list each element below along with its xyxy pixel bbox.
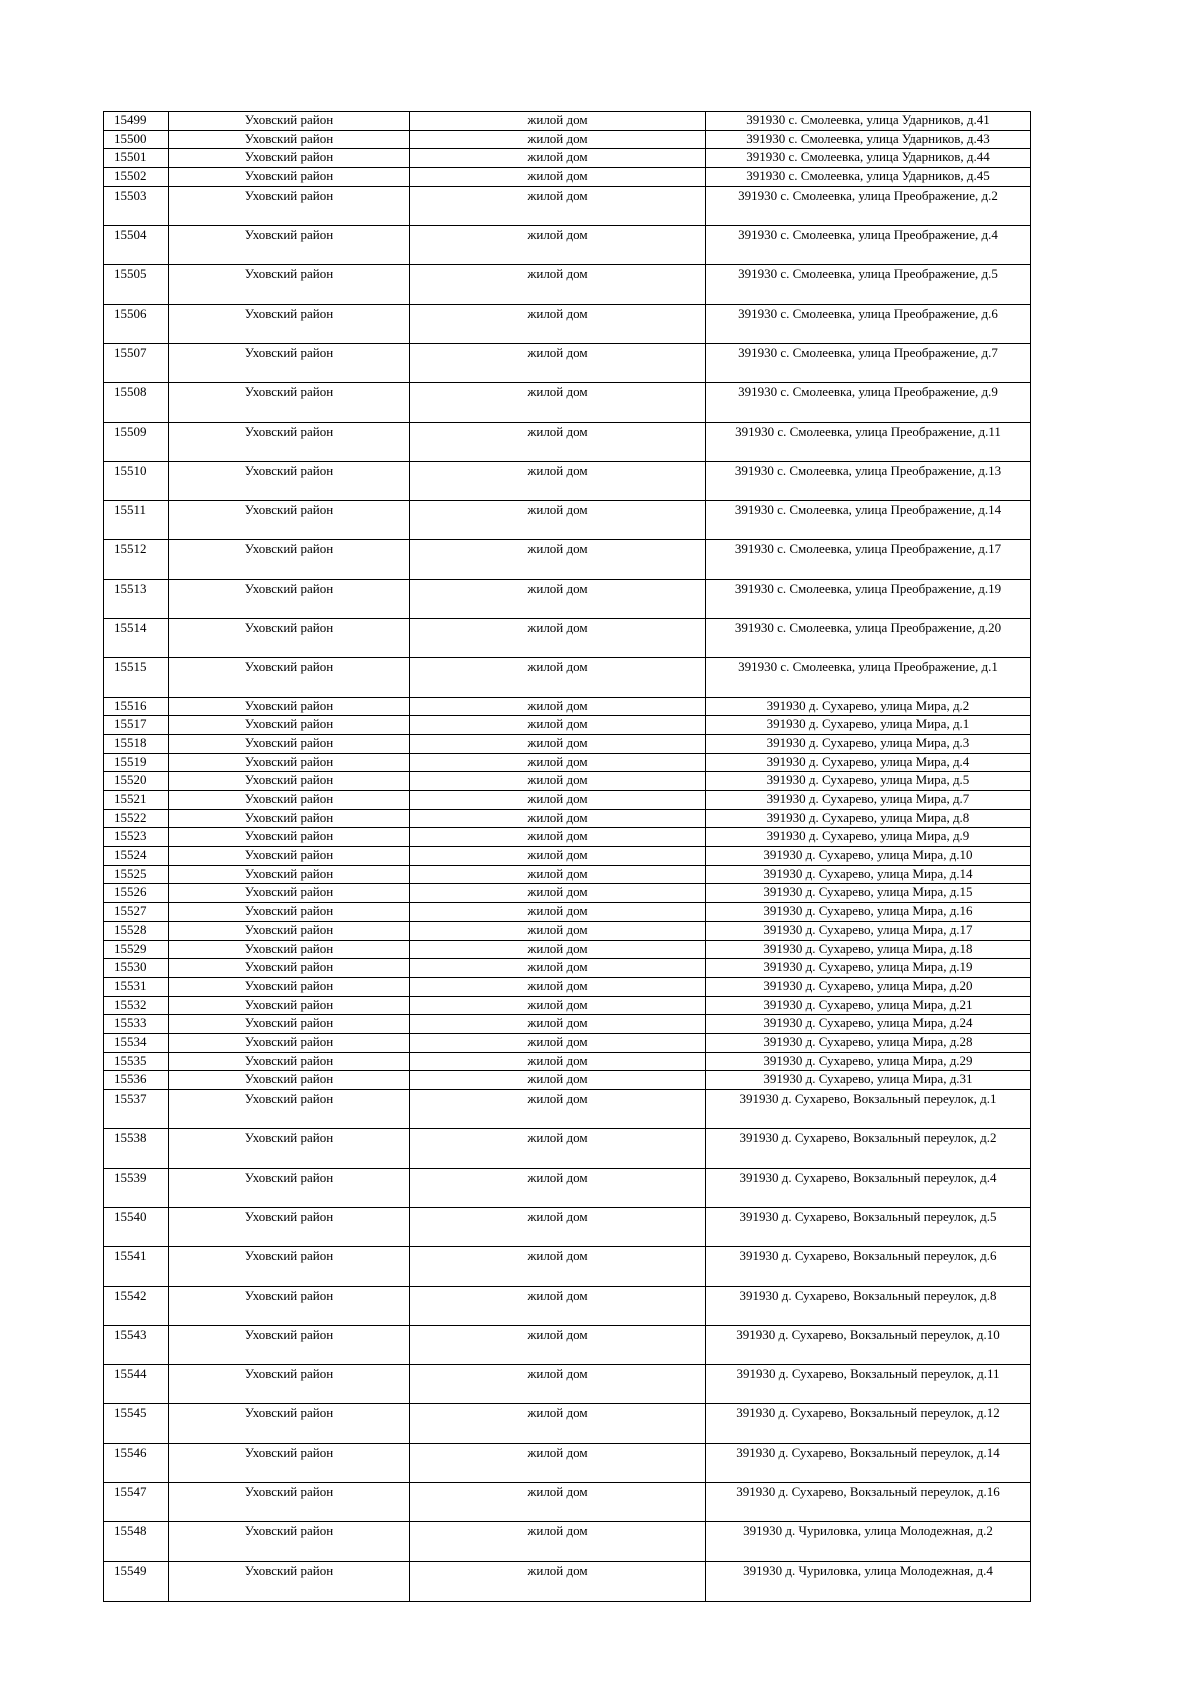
table-row — [104, 658, 1031, 697]
address-cell: 391930 с. Смолеевка, улица Преображение, д.4 — [706, 226, 1031, 265]
row-number-cell: 15511 — [104, 501, 169, 540]
building-type-cell: жилой дом — [410, 422, 706, 461]
district-cell: Уховский район — [169, 186, 410, 225]
address-cell: 391930 с. Смолеевка, улица Преображение, д.11 — [706, 422, 1031, 461]
table-row — [104, 149, 1031, 168]
district-cell: Уховский район — [169, 226, 410, 265]
district-cell: Уховский район — [169, 1325, 410, 1364]
address-cell: 391930 д. Сухарево, Вокзальный переулок, д.4 — [706, 1168, 1031, 1207]
building-type-cell: жилой дом — [410, 1365, 706, 1404]
table-row — [104, 921, 1031, 940]
address-cell: 391930 д. Сухарево, улица Мира, д.7 — [706, 791, 1031, 810]
building-type-cell: жилой дом — [410, 265, 706, 304]
building-type-cell: жилой дом — [410, 959, 706, 978]
district-cell: Уховский район — [169, 847, 410, 866]
table-row — [104, 753, 1031, 772]
table-row — [104, 996, 1031, 1015]
row-number-cell: 15524 — [104, 847, 169, 866]
district-cell: Уховский район — [169, 1404, 410, 1443]
building-type-cell: жилой дом — [410, 772, 706, 791]
row-number-cell: 15523 — [104, 828, 169, 847]
row-number-cell: 15545 — [104, 1404, 169, 1443]
row-number-cell: 15532 — [104, 996, 169, 1015]
table-row — [104, 809, 1031, 828]
table-row — [104, 579, 1031, 618]
row-number-cell: 15502 — [104, 168, 169, 187]
address-cell: 391930 д. Сухарево, Вокзальный переулок, д.16 — [706, 1483, 1031, 1522]
district-cell: Уховский район — [169, 716, 410, 735]
row-number-cell: 15540 — [104, 1207, 169, 1246]
address-cell: 391930 д. Сухарево, улица Мира, д.15 — [706, 884, 1031, 903]
district-cell: Уховский район — [169, 809, 410, 828]
row-number-cell: 15538 — [104, 1129, 169, 1168]
building-type-cell: жилой дом — [410, 884, 706, 903]
row-number-cell: 15541 — [104, 1247, 169, 1286]
district-cell: Уховский район — [169, 1015, 410, 1034]
district-cell: Уховский район — [169, 265, 410, 304]
table-row — [104, 226, 1031, 265]
building-type-cell: жилой дом — [410, 791, 706, 810]
district-cell: Уховский район — [169, 865, 410, 884]
address-cell: 391930 с. Смолеевка, улица Ударников, д.43 — [706, 130, 1031, 149]
row-number-cell: 15506 — [104, 304, 169, 343]
table-row — [104, 1052, 1031, 1071]
row-number-cell: 15527 — [104, 903, 169, 922]
district-cell: Уховский район — [169, 304, 410, 343]
building-type-cell: жилой дом — [410, 865, 706, 884]
building-type-cell: жилой дом — [410, 1561, 706, 1602]
building-type-cell: жилой дом — [410, 149, 706, 168]
building-type-cell: жилой дом — [410, 168, 706, 187]
district-cell: Уховский район — [169, 383, 410, 422]
row-number-cell: 15528 — [104, 921, 169, 940]
building-type-cell: жилой дом — [410, 619, 706, 658]
row-number-cell: 15525 — [104, 865, 169, 884]
table-row — [104, 734, 1031, 753]
table-row — [104, 1033, 1031, 1052]
building-type-cell: жилой дом — [410, 1071, 706, 1090]
table-row — [104, 619, 1031, 658]
district-cell: Уховский район — [169, 1071, 410, 1090]
table-row — [104, 1090, 1031, 1129]
building-type-cell: жилой дом — [410, 112, 706, 131]
table-row — [104, 1286, 1031, 1325]
address-cell: 391930 д. Сухарево, улица Мира, д.2 — [706, 697, 1031, 716]
table-body — [104, 112, 1031, 1602]
district-cell: Уховский район — [169, 1443, 410, 1482]
table-row — [104, 1129, 1031, 1168]
table-row — [104, 168, 1031, 187]
address-cell: 391930 д. Сухарево, улица Мира, д.28 — [706, 1033, 1031, 1052]
row-number-cell: 15529 — [104, 940, 169, 959]
district-cell: Уховский район — [169, 130, 410, 149]
row-number-cell: 15509 — [104, 422, 169, 461]
building-type-cell: жилой дом — [410, 1325, 706, 1364]
table-row — [104, 422, 1031, 461]
table-row — [104, 540, 1031, 579]
building-type-cell: жилой дом — [410, 186, 706, 225]
row-number-cell: 15544 — [104, 1365, 169, 1404]
table-row — [104, 304, 1031, 343]
row-number-cell: 15507 — [104, 343, 169, 382]
row-number-cell: 15542 — [104, 1286, 169, 1325]
row-number-cell: 15534 — [104, 1033, 169, 1052]
row-number-cell: 15530 — [104, 959, 169, 978]
address-cell: 391930 д. Сухарево, Вокзальный переулок, д.12 — [706, 1404, 1031, 1443]
building-type-cell: жилой дом — [410, 1052, 706, 1071]
building-type-cell: жилой дом — [410, 828, 706, 847]
address-cell: 391930 д. Сухарево, улица Мира, д.8 — [706, 809, 1031, 828]
district-cell: Уховский район — [169, 828, 410, 847]
building-type-cell: жилой дом — [410, 753, 706, 772]
building-type-cell: жилой дом — [410, 1168, 706, 1207]
row-number-cell: 15500 — [104, 130, 169, 149]
address-cell: 391930 д. Сухарево, Вокзальный переулок, д.2 — [706, 1129, 1031, 1168]
address-cell: 391930 д. Сухарево, Вокзальный переулок, д.5 — [706, 1207, 1031, 1246]
table-row — [104, 1015, 1031, 1034]
row-number-cell: 15508 — [104, 383, 169, 422]
row-number-cell: 15517 — [104, 716, 169, 735]
row-number-cell: 15539 — [104, 1168, 169, 1207]
district-cell: Уховский район — [169, 1365, 410, 1404]
address-cell: 391930 д. Сухарево, улица Мира, д.24 — [706, 1015, 1031, 1034]
row-number-cell: 15546 — [104, 1443, 169, 1482]
district-cell: Уховский район — [169, 959, 410, 978]
row-number-cell: 15520 — [104, 772, 169, 791]
address-cell: 391930 с. Смолеевка, улица Преображение, д.19 — [706, 579, 1031, 618]
building-type-cell: жилой дом — [410, 130, 706, 149]
address-cell: 391930 д. Сухарево, улица Мира, д.16 — [706, 903, 1031, 922]
district-cell: Уховский район — [169, 1168, 410, 1207]
row-number-cell: 15513 — [104, 579, 169, 618]
address-cell: 391930 с. Смолеевка, улица Преображение, д.6 — [706, 304, 1031, 343]
table-row — [104, 940, 1031, 959]
district-cell: Уховский район — [169, 658, 410, 697]
building-type-cell: жилой дом — [410, 658, 706, 697]
address-cell: 391930 с. Смолеевка, улица Преображение, д.14 — [706, 501, 1031, 540]
building-type-cell: жилой дом — [410, 977, 706, 996]
district-cell: Уховский район — [169, 884, 410, 903]
district-cell: Уховский район — [169, 697, 410, 716]
table-row — [104, 461, 1031, 500]
district-cell: Уховский район — [169, 168, 410, 187]
district-cell: Уховский район — [169, 1129, 410, 1168]
building-type-cell: жилой дом — [410, 1015, 706, 1034]
table-row — [104, 112, 1031, 131]
district-cell: Уховский район — [169, 1522, 410, 1561]
building-type-cell: жилой дом — [410, 1286, 706, 1325]
row-number-cell: 15503 — [104, 186, 169, 225]
table-row — [104, 265, 1031, 304]
building-type-cell: жилой дом — [410, 734, 706, 753]
building-type-cell: жилой дом — [410, 697, 706, 716]
building-type-cell: жилой дом — [410, 383, 706, 422]
address-cell: 391930 с. Смолеевка, улица Преображение, д.2 — [706, 186, 1031, 225]
address-cell: 391930 с. Смолеевка, улица Преображение, д.1 — [706, 658, 1031, 697]
table-row — [104, 1365, 1031, 1404]
row-number-cell: 15537 — [104, 1090, 169, 1129]
address-cell: 391930 д. Сухарево, улица Мира, д.29 — [706, 1052, 1031, 1071]
address-cell: 391930 д. Сухарево, Вокзальный переулок, д.6 — [706, 1247, 1031, 1286]
district-cell: Уховский район — [169, 1033, 410, 1052]
address-cell: 391930 д. Сухарево, улица Мира, д.31 — [706, 1071, 1031, 1090]
table-row — [104, 186, 1031, 225]
row-number-cell: 15549 — [104, 1561, 169, 1602]
address-cell: 391930 с. Смолеевка, улица Преображение, д.20 — [706, 619, 1031, 658]
address-cell: 391930 д. Сухарево, Вокзальный переулок, д.10 — [706, 1325, 1031, 1364]
address-cell: 391930 д. Сухарево, улица Мира, д.21 — [706, 996, 1031, 1015]
row-number-cell: 15521 — [104, 791, 169, 810]
row-number-cell: 15531 — [104, 977, 169, 996]
row-number-cell: 15522 — [104, 809, 169, 828]
row-number-cell: 15535 — [104, 1052, 169, 1071]
district-cell: Уховский район — [169, 1247, 410, 1286]
building-type-cell: жилой дом — [410, 1033, 706, 1052]
building-type-cell: жилой дом — [410, 847, 706, 866]
address-cell: 391930 с. Смолеевка, улица Преображение, д.17 — [706, 540, 1031, 579]
district-cell: Уховский район — [169, 619, 410, 658]
address-cell: 391930 д. Сухарево, улица Мира, д.4 — [706, 753, 1031, 772]
table-row — [104, 1404, 1031, 1443]
building-type-cell: жилой дом — [410, 921, 706, 940]
row-number-cell: 15515 — [104, 658, 169, 697]
building-type-cell: жилой дом — [410, 716, 706, 735]
district-cell: Уховский район — [169, 501, 410, 540]
address-cell: 391930 д. Сухарево, улица Мира, д.18 — [706, 940, 1031, 959]
building-type-cell: жилой дом — [410, 304, 706, 343]
table-row — [104, 343, 1031, 382]
table-row — [104, 1443, 1031, 1482]
table-row — [104, 865, 1031, 884]
table-row — [104, 1561, 1031, 1602]
address-cell: 391930 с. Смолеевка, улица Ударников, д.44 — [706, 149, 1031, 168]
table-row — [104, 383, 1031, 422]
district-cell: Уховский район — [169, 1207, 410, 1246]
building-type-cell: жилой дом — [410, 996, 706, 1015]
table-row — [104, 791, 1031, 810]
row-number-cell: 15504 — [104, 226, 169, 265]
table-row — [104, 903, 1031, 922]
table-row — [104, 959, 1031, 978]
district-cell: Уховский район — [169, 540, 410, 579]
district-cell: Уховский район — [169, 903, 410, 922]
table-row — [104, 1522, 1031, 1561]
district-cell: Уховский район — [169, 940, 410, 959]
address-cell: 391930 с. Смолеевка, улица Ударников, д.41 — [706, 112, 1031, 131]
district-cell: Уховский район — [169, 791, 410, 810]
district-cell: Уховский район — [169, 1483, 410, 1522]
table-row — [104, 1168, 1031, 1207]
address-cell: 391930 д. Сухарево, улица Мира, д.17 — [706, 921, 1031, 940]
row-number-cell: 15499 — [104, 112, 169, 131]
district-cell: Уховский район — [169, 343, 410, 382]
table-row — [104, 884, 1031, 903]
address-cell: 391930 с. Смолеевка, улица Преображение, д.13 — [706, 461, 1031, 500]
address-cell: 391930 с. Смолеевка, улица Преображение, д.7 — [706, 343, 1031, 382]
row-number-cell: 15543 — [104, 1325, 169, 1364]
building-type-cell: жилой дом — [410, 940, 706, 959]
address-cell: 391930 д. Сухарево, улица Мира, д.14 — [706, 865, 1031, 884]
table-row — [104, 977, 1031, 996]
row-number-cell: 15510 — [104, 461, 169, 500]
building-type-cell: жилой дом — [410, 461, 706, 500]
address-cell: 391930 д. Чуриловка, улица Молодежная, д.2 — [706, 1522, 1031, 1561]
row-number-cell: 15519 — [104, 753, 169, 772]
building-type-cell: жилой дом — [410, 1404, 706, 1443]
table-row — [104, 697, 1031, 716]
district-cell: Уховский район — [169, 149, 410, 168]
address-cell: 391930 д. Чуриловка, улица Молодежная, д.4 — [706, 1561, 1031, 1602]
row-number-cell: 15501 — [104, 149, 169, 168]
address-cell: 391930 с. Смолеевка, улица Ударников, д.45 — [706, 168, 1031, 187]
row-number-cell: 15548 — [104, 1522, 169, 1561]
table-row — [104, 1247, 1031, 1286]
row-number-cell: 15512 — [104, 540, 169, 579]
row-number-cell: 15526 — [104, 884, 169, 903]
district-cell: Уховский район — [169, 1561, 410, 1602]
address-cell: 391930 д. Сухарево, улица Мира, д.10 — [706, 847, 1031, 866]
building-type-cell: жилой дом — [410, 809, 706, 828]
table-row — [104, 1207, 1031, 1246]
district-cell: Уховский район — [169, 734, 410, 753]
address-cell: 391930 д. Сухарево, улица Мира, д.9 — [706, 828, 1031, 847]
table-row — [104, 130, 1031, 149]
row-number-cell: 15505 — [104, 265, 169, 304]
row-number-cell: 15518 — [104, 734, 169, 753]
address-cell: 391930 д. Сухарево, улица Мира, д.3 — [706, 734, 1031, 753]
district-cell: Уховский район — [169, 921, 410, 940]
address-cell: 391930 д. Сухарево, улица Мира, д.20 — [706, 977, 1031, 996]
district-cell: Уховский район — [169, 772, 410, 791]
building-type-cell: жилой дом — [410, 1483, 706, 1522]
address-cell: 391930 с. Смолеевка, улица Преображение, д.5 — [706, 265, 1031, 304]
district-cell: Уховский район — [169, 461, 410, 500]
table-row — [104, 1483, 1031, 1522]
address-cell: 391930 д. Сухарево, улица Мира, д.19 — [706, 959, 1031, 978]
building-type-cell: жилой дом — [410, 1207, 706, 1246]
table-row — [104, 1325, 1031, 1364]
building-type-cell: жилой дом — [410, 226, 706, 265]
address-cell: 391930 д. Сухарево, улица Мира, д.1 — [706, 716, 1031, 735]
housing-registry-table — [103, 111, 1031, 1602]
building-type-cell: жилой дом — [410, 579, 706, 618]
district-cell: Уховский район — [169, 1090, 410, 1129]
building-type-cell: жилой дом — [410, 501, 706, 540]
row-number-cell: 15516 — [104, 697, 169, 716]
building-type-cell: жилой дом — [410, 540, 706, 579]
district-cell: Уховский район — [169, 112, 410, 131]
building-type-cell: жилой дом — [410, 1129, 706, 1168]
building-type-cell: жилой дом — [410, 1522, 706, 1561]
row-number-cell: 15514 — [104, 619, 169, 658]
building-type-cell: жилой дом — [410, 343, 706, 382]
district-cell: Уховский район — [169, 1052, 410, 1071]
building-type-cell: жилой дом — [410, 1090, 706, 1129]
district-cell: Уховский район — [169, 753, 410, 772]
address-cell: 391930 д. Сухарево, Вокзальный переулок, д.8 — [706, 1286, 1031, 1325]
row-number-cell: 15547 — [104, 1483, 169, 1522]
row-number-cell: 15533 — [104, 1015, 169, 1034]
district-cell: Уховский район — [169, 977, 410, 996]
address-cell: 391930 д. Сухарево, улица Мира, д.5 — [706, 772, 1031, 791]
row-number-cell: 15536 — [104, 1071, 169, 1090]
address-cell: 391930 д. Сухарево, Вокзальный переулок, д.1 — [706, 1090, 1031, 1129]
address-cell: 391930 с. Смолеевка, улица Преображение, д.9 — [706, 383, 1031, 422]
address-cell: 391930 д. Сухарево, Вокзальный переулок, д.11 — [706, 1365, 1031, 1404]
table-row — [104, 716, 1031, 735]
building-type-cell: жилой дом — [410, 903, 706, 922]
table-row — [104, 828, 1031, 847]
table-row — [104, 501, 1031, 540]
table-row — [104, 1071, 1031, 1090]
district-cell: Уховский район — [169, 579, 410, 618]
table-row — [104, 847, 1031, 866]
district-cell: Уховский район — [169, 1286, 410, 1325]
building-type-cell: жилой дом — [410, 1247, 706, 1286]
building-type-cell: жилой дом — [410, 1443, 706, 1482]
district-cell: Уховский район — [169, 422, 410, 461]
district-cell: Уховский район — [169, 996, 410, 1015]
address-cell: 391930 д. Сухарево, Вокзальный переулок, д.14 — [706, 1443, 1031, 1482]
table-row — [104, 772, 1031, 791]
